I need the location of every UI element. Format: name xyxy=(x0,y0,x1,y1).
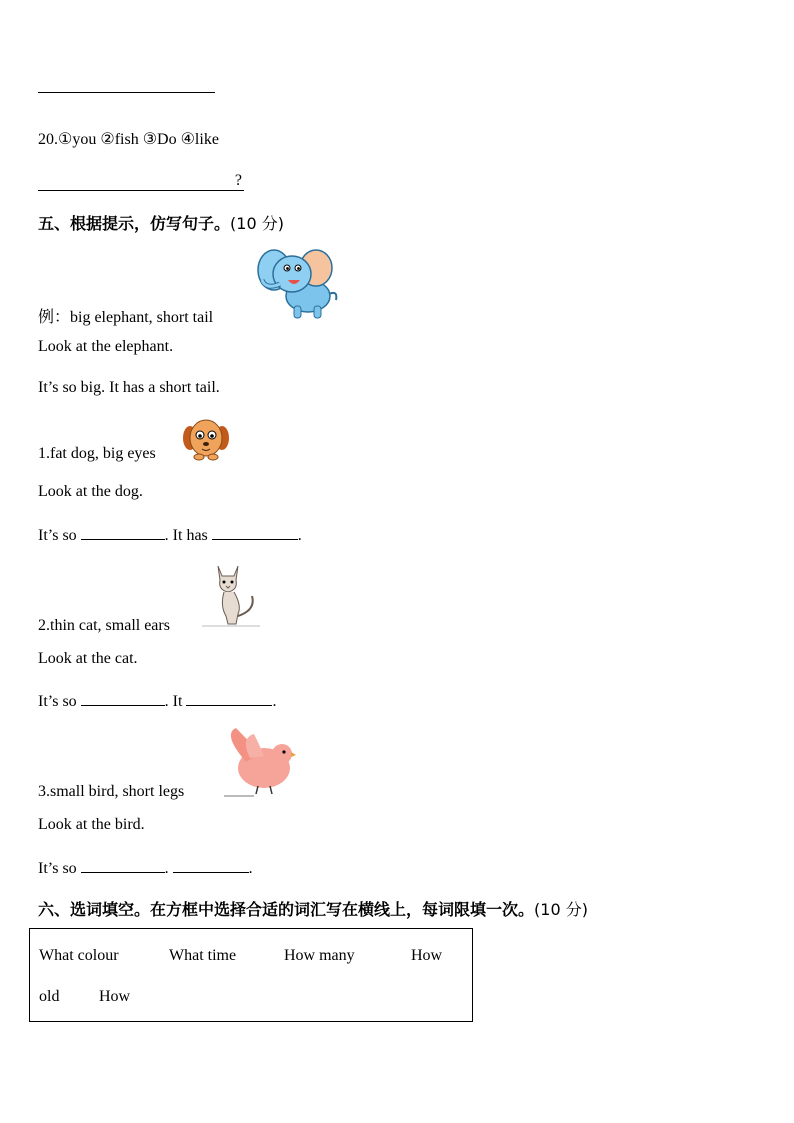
item-1-line-2-start: It’s so xyxy=(38,527,77,544)
item-1-prompt: 1.fat dog, big eyes xyxy=(38,445,156,462)
section-5-score: (10 分) xyxy=(230,214,284,233)
item-3-blank-2[interactable] xyxy=(173,858,249,873)
example-prompt: 例：big elephant, short tail xyxy=(38,309,214,326)
cat-cartoon xyxy=(198,562,264,630)
question-20-number: 20. xyxy=(38,131,58,148)
item-3-line-1: Look at the bird. xyxy=(38,816,145,833)
word-bank-box xyxy=(29,928,473,1022)
item-1-blank-1[interactable] xyxy=(81,525,165,540)
item-2-line-2-mid: . It xyxy=(164,693,183,710)
section-6-heading xyxy=(38,897,588,920)
example-line-1: Look at the elephant. xyxy=(38,338,174,355)
item-2-line-2-end: . xyxy=(272,693,277,710)
section-6-title: 六、选词填空。在方框中选择合适的词汇写在横线上，每词限填一次。 xyxy=(38,900,535,919)
answer-line-19[interactable] xyxy=(38,92,215,93)
word-bank-item: How xyxy=(411,947,443,964)
example-line-2: It’s so big. It has a short tail. xyxy=(38,379,220,396)
answer-line-20[interactable] xyxy=(38,172,244,191)
item-1-line-2-end: . xyxy=(297,527,302,544)
item-2-line-1: Look at the cat. xyxy=(38,650,138,667)
item-3-blank-1[interactable] xyxy=(81,858,165,873)
section-6-score: (10 分) xyxy=(534,900,588,919)
item-1-line-2-mid: . It has xyxy=(164,527,208,544)
word-bank-item: What time xyxy=(169,947,237,964)
question-mark: ? xyxy=(234,172,242,189)
question-20-words: ①you ②fish ③Do ④like xyxy=(58,131,219,148)
word-bank-item: How xyxy=(99,988,131,1005)
item-3-line-2 xyxy=(38,858,253,878)
item-3-line-2-start: It’s so xyxy=(38,860,77,877)
word-bank-item: What colour xyxy=(39,947,119,964)
word-bank-item: How many xyxy=(284,947,355,964)
item-1-line-2 xyxy=(38,525,302,545)
dog-cartoon xyxy=(182,414,230,462)
word-bank-item: old xyxy=(39,988,60,1005)
item-1-blank-2[interactable] xyxy=(212,525,298,540)
item-2-prompt: 2.thin cat, small ears xyxy=(38,617,170,634)
item-1-line-1: Look at the dog. xyxy=(38,483,143,500)
item-2-blank-1[interactable] xyxy=(81,691,165,706)
item-2-line-2 xyxy=(38,691,276,711)
section-5-title: 五、根据提示，仿写句子。 xyxy=(38,214,231,233)
item-3-line-2-mid: . xyxy=(164,860,169,877)
item-3-prompt: 3.small bird, short legs xyxy=(38,783,185,800)
question-20 xyxy=(38,129,219,149)
item-2-blank-2[interactable] xyxy=(186,691,272,706)
elephant-cartoon xyxy=(252,244,342,322)
item-2-line-2-start: It’s so xyxy=(38,693,77,710)
bird-cartoon xyxy=(220,724,296,800)
item-3-line-2-end: . xyxy=(248,860,253,877)
section-5-heading xyxy=(38,211,284,234)
